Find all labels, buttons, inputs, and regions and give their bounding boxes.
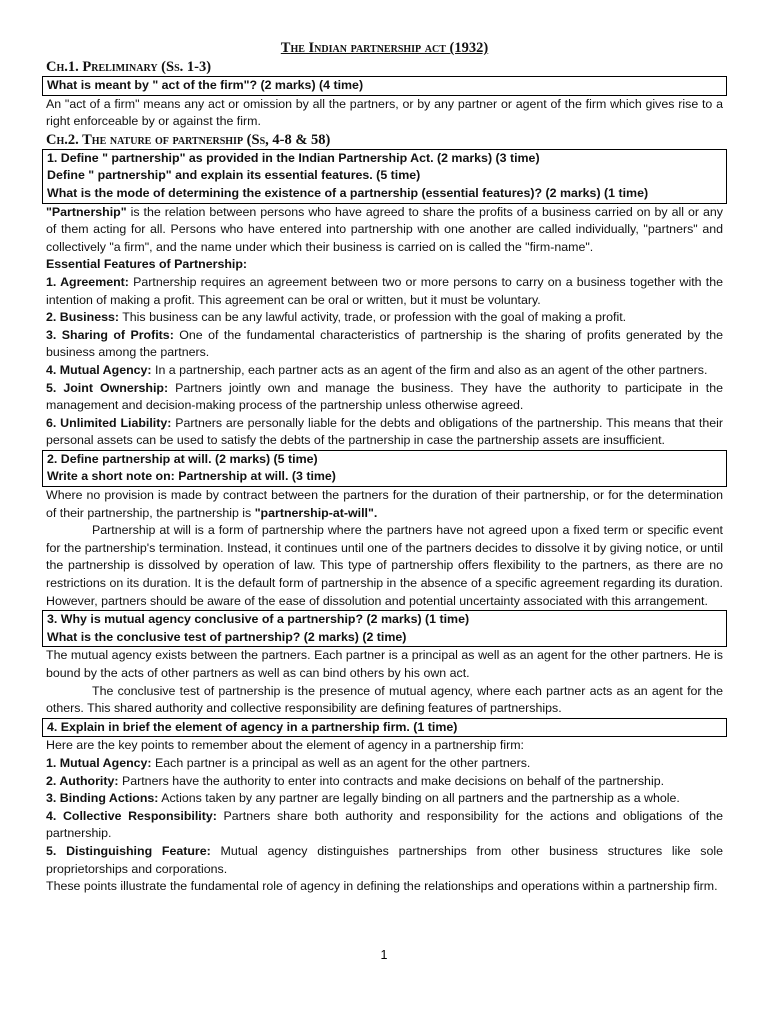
question-box-ch1 xyxy=(42,76,727,96)
feature-item: 6. Unlimited Liability: Partners are personally liable for the debts and obligations of the partnership. This means that their personal assets can be used to satisfy the debts of the partnership in case the partnership assets are insufficient. xyxy=(46,415,723,448)
partnership-at-will-definition: Where no provision is made by contract between the partners for the duration of their partnership, or for the determination of their partnership, the partnership is "partnership-at-will". xyxy=(46,488,723,520)
question-line: What is meant by " act of the firm"? (2 marks) (4 time) xyxy=(47,78,364,92)
question-line: What is the conclusive test of partnership? (2 marks) (2 time) xyxy=(47,629,407,644)
element-item: 4. Collective Responsibility: Partners share both authority and responsibility for the actions and obligations of the partnership. xyxy=(46,808,723,841)
question-box-2 xyxy=(42,450,727,487)
feature-item: 1. Agreement: Partnership requires an agreement between two or more persons to carry on a business together with the intention of making a profit. This agreement can be oral or written, but it must be voluntary. xyxy=(46,274,723,307)
element-item: 1. Mutual Agency: Each partner is a principal as well as an agent for the other partners. xyxy=(46,755,531,770)
page-number: 1 xyxy=(380,948,388,962)
answer-act-of-firm: An "act of a firm" means any act or omission by all the partners, or by any partner or agent of the firm which gives rise to a right enforceable by or against the firm. xyxy=(46,96,723,129)
element-item: 2. Authority: Partners have the authority to enter into contracts and make decisions on behalf of the partnership. xyxy=(46,773,665,788)
feature-item: 4. Mutual Agency: In a partnership, each partner acts as an agent of the firm and also as an agent of the other partners. xyxy=(46,362,708,377)
term: "Partnership" xyxy=(46,204,127,219)
element-intro: Here are the key points to remember about the element of agency in a partnership firm: xyxy=(46,738,524,753)
chapter-1-heading: Ch.1. Preliminary (Ss. 1-3) xyxy=(46,59,212,75)
element-item: 3. Binding Actions: Actions taken by any partner are legally binding on all partners and the partnership as a whole. xyxy=(46,791,680,806)
question-box-1 xyxy=(42,149,727,204)
question-line: 1. Define " partnership" as provided in the Indian Partnership Act. (2 marks) (3 time) xyxy=(47,150,540,165)
document-page xyxy=(46,38,723,896)
element-outro: These points illustrate the fundamental role of agency in defining the relationships and operations within a partnership firm. xyxy=(46,879,718,894)
feature-item: 3. Sharing of Profits: One of the fundamental characteristics of partnership is the sharing of profits generated by the business among the partners. xyxy=(46,327,723,360)
question-line: 2. Define partnership at will. (2 marks) (5 time) xyxy=(47,451,318,466)
question-line: 4. Explain in brief the element of agency in a partnership firm. (1 time) xyxy=(47,719,458,734)
mutual-agency-paragraph: The mutual agency exists between the partners. Each partner is a principal as well as an agent for the other partners. He is bound by the acts of other partners as well as can bind others by his own act. xyxy=(46,648,723,680)
document-title: The Indian partnership act (1932) xyxy=(280,40,489,56)
partnership-at-will-explanation: Partnership at will is a form of partnership where the partners have not agreed upon a fixed term or specific event for the partnership's termination. Instead, it continues until one of the partners decides to dissolve it by giving notice, or until the partnership is dissolved by operation of law. This type of partnership offers flexibility to the partners, as there are no restrictions on its duration. It is the default form of partnership in the absence of a specific agreement regarding its duration. However, partners should be aware of the ease of dissolution and potential uncertainty associated with this arrangement. xyxy=(46,523,723,608)
question-box-3 xyxy=(42,610,727,647)
question-line: What is the mode of determining the existence of a partnership (essential features)? (2 marks) (1 time) xyxy=(47,185,649,200)
conclusive-test-paragraph: The conclusive test of partnership is the presence of mutual agency, where each partner acts as an agent for the others. This shared authority and collective responsibility are defining features of partnerships. xyxy=(46,683,723,716)
feature-item: 2. Business: This business can be any lawful activity, trade, or profession with the goal of making a profit. xyxy=(46,310,627,325)
partnership-definition: "Partnership" is the relation between persons who have agreed to share the profits of a business carried on by all or any of them acting for all. Persons who have entered into partnership with one another are called individually, "partners" and collectively "a firm", and the name under which their business is carried on is called the "firm-name". xyxy=(46,204,723,254)
feature-item: 5. Joint Ownership: Partners jointly own and manage the business. They have the authority to participate in the management and decision-making process of the partnership unless otherwise agreed. xyxy=(46,380,723,413)
question-line: Write a short note on: Partnership at will. (3 time) xyxy=(47,469,336,484)
question-line: 3. Why is mutual agency conclusive of a partnership? (2 marks) (1 time) xyxy=(47,612,470,627)
element-item: 5. Distinguishing Feature: Mutual agency distinguishes partnerships from other business structures like sole proprietorships and corporations. xyxy=(46,843,723,876)
question-box-4 xyxy=(42,718,727,738)
question-line: Define " partnership" and explain its essential features. (5 time) xyxy=(47,168,421,183)
chapter-2-heading: Ch.2. The nature of partnership (Ss, 4-8 & 58) xyxy=(46,131,331,148)
features-heading: Essential Features of Partnership: xyxy=(46,257,248,272)
